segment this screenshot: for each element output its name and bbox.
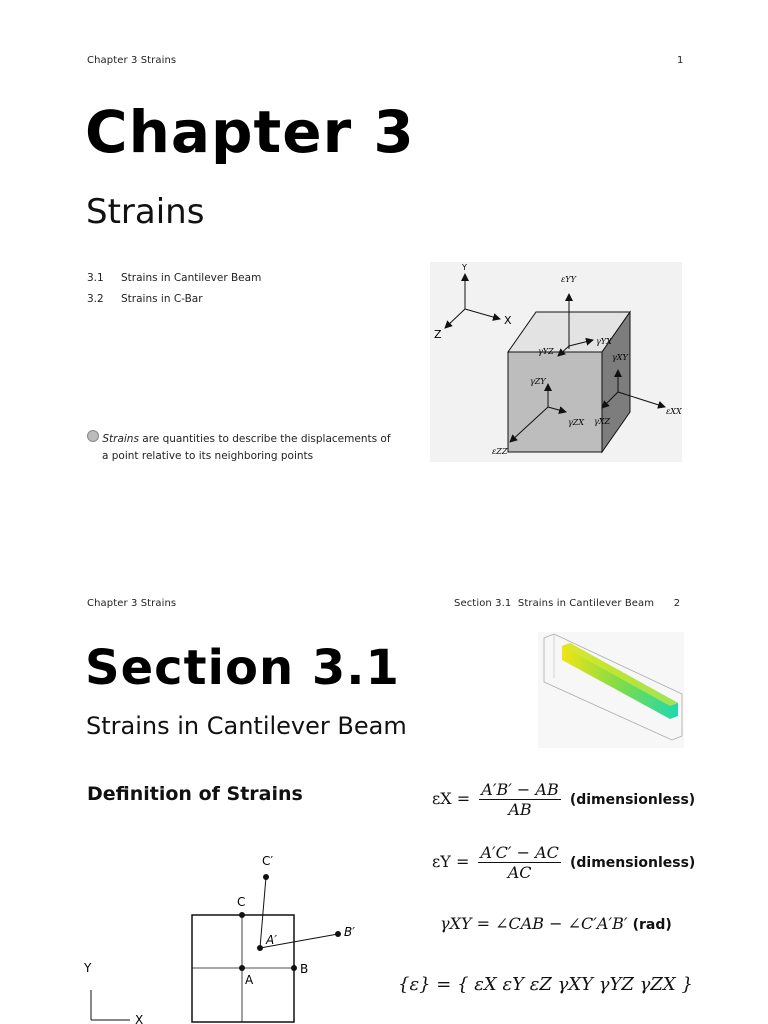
page1-header-left: Chapter 3 Strains (87, 55, 177, 66)
section-subtitle: Strains in Cantilever Beam (86, 712, 407, 740)
gzx-label: γZX (568, 418, 585, 427)
note-text: are quantities to describe the displacements of (138, 433, 391, 445)
note-text-line2: a point relative to its neighboring points (102, 450, 314, 462)
gyz-label: γYZ (538, 347, 554, 356)
gxy-label: γXY (612, 353, 628, 362)
gzy-label: γZY (530, 377, 546, 386)
strain-y-equation (432, 843, 695, 882)
definition-heading: Definition of Strains (87, 783, 303, 805)
strains-note (87, 430, 407, 465)
label-c-prime: C′ (262, 854, 274, 868)
label-c: C (237, 895, 246, 909)
chapter-subtitle: Strains (86, 192, 205, 232)
axis-x-label: X (504, 314, 512, 327)
chapter-title: Chapter 3 (85, 98, 415, 166)
gxz-label: γXZ (594, 417, 611, 426)
page2-header-left: Chapter 3 Strains (87, 598, 177, 609)
eq3-expression: γXY = ∠CAB − ∠C′A′B′ (440, 914, 628, 933)
axis-y-label: Y (462, 263, 467, 272)
eq1-denominator: AB (508, 800, 532, 819)
section-title: Section 3.1 (85, 640, 400, 696)
label-a-prime: A′ (266, 933, 277, 947)
eq2-denominator: AC (507, 863, 532, 882)
exx-label: εXX (666, 407, 682, 416)
strain-x-equation (432, 780, 695, 819)
shear-strain-equation (440, 914, 672, 933)
ezz-label: εZZ (492, 447, 508, 456)
eq4-expression: {ε} = { εX εY εZ γXY γYZ γZX } (398, 974, 693, 995)
page1-page-number: 1 (677, 55, 684, 66)
label-a: A (245, 973, 254, 987)
toc-label: Strains in Cantilever Beam (121, 272, 262, 284)
cantilever-beam-image (538, 632, 684, 748)
strain-vector-equation (398, 974, 693, 995)
eq2-numerator: A′C′ − AC (480, 843, 559, 862)
gyx-label: γYX (596, 337, 612, 346)
axis-z-label: Z (434, 328, 442, 341)
eq1-numerator: A′B′ − AB (481, 780, 559, 799)
label-b: B (300, 962, 309, 976)
lightbulb-icon (87, 430, 99, 442)
eq1-unit: (dimensionless) (569, 792, 696, 808)
toc-item[interactable] (87, 293, 203, 305)
eq3-unit: (rad) (632, 917, 672, 933)
label-y-axis: Y (84, 961, 92, 975)
toc-label: Strains in C-Bar (121, 293, 203, 305)
eq1-lhs: εX = (432, 789, 471, 808)
toc-number: 3.1 (87, 272, 104, 284)
strain-definition-diagram (80, 850, 370, 1024)
eyy-label: εYY (561, 275, 576, 284)
toc-number: 3.2 (87, 293, 104, 305)
label-x-axis: X (135, 1013, 144, 1024)
strain-cube-figure (430, 262, 682, 462)
toc-item[interactable] (87, 272, 261, 284)
eq2-unit: (dimensionless) (569, 855, 696, 871)
page2-header-right: Section 3.1 Strains in Cantilever Beam 2 (454, 598, 681, 609)
note-term: Strains (102, 433, 139, 445)
eq2-lhs: εY = (432, 852, 470, 871)
label-b-prime: B′ (344, 925, 355, 939)
